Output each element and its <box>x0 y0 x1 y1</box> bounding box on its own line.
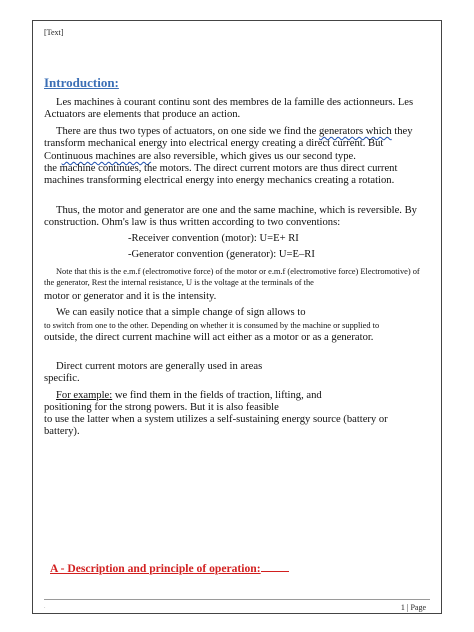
receiver-convention: -Receiver convention (motor): U=E+ RI <box>128 233 299 244</box>
section-a-heading <box>50 562 289 575</box>
generator-convention: -Generator convention (generator): U=E–RI <box>128 249 315 260</box>
paragraph-6-b: to switch from one to the other. Depending on whether it is consumed by the machine or supplied to <box>44 321 380 330</box>
paragraph-5: Note that this is the e.m.f (electromotive force) of the motor or e.m.f (electromotive force) Electromotive) of the generator, Rest the internal resistance, U is the voltage at the terminals of the <box>44 267 420 287</box>
paragraph-2 <box>44 126 424 163</box>
paragraph-2-text-e: also reversible, which gives us our second type. <box>151 150 356 162</box>
paragraph-8-b: to use the latter when a system utilizes a self-sustaining energy source (battery or battery). <box>44 414 388 438</box>
for-example-label: For example: <box>56 390 113 401</box>
section-a-heading-text: A - Description and principle of operation: <box>50 562 261 575</box>
introduction-heading: Introduction: <box>44 75 119 90</box>
paragraph-3: the machine continues, the motors. The direct current motors are thus direct current machines transforming electrical energy into energy mechanics creating a rotation. <box>44 163 398 187</box>
page-number: 1 | Page <box>400 603 426 612</box>
paragraph-2-text-a: There are thus two types of actuators, on one side we find the <box>56 126 319 137</box>
paragraph-4: Thus, the motor and generator are one and the same machine, which is reversible. By construction. Ohm's law is thus written according to two conventions: <box>44 205 417 229</box>
spellcheck-generators-which: generators which <box>319 126 392 137</box>
paragraph-8 <box>44 390 344 415</box>
spellcheck-continuous-machines: tinuous machines are <box>61 150 152 162</box>
paragraph-1: Les machines à courant continu sont des membres de la famille des actionneurs. Les Actuators are elements that produce an action. <box>44 97 414 121</box>
paragraph-8-text-a: we find them in the fields of traction, lifting, and positioning for the strong powers. But it is also feasible <box>44 390 322 414</box>
footer-divider <box>44 599 430 600</box>
paragraph-6-c: outside, the direct current machine will act either as a motor or as a generator. <box>44 332 374 343</box>
paragraph-6-a: We can easily notice that a simple change of sign allows to <box>56 307 306 318</box>
paragraph-5-end: motor or generator and it is the intensity. <box>44 291 217 302</box>
paragraph-2-text-c: they transform mechanical energy into electrical energy creating a direct current. But Con <box>44 126 413 162</box>
paragraph-7: Direct current motors are generally used in areas specific. <box>44 361 263 385</box>
header-text: [Text] <box>44 28 64 37</box>
heading-underline <box>261 571 289 572</box>
footer-mark: . <box>44 604 46 610</box>
